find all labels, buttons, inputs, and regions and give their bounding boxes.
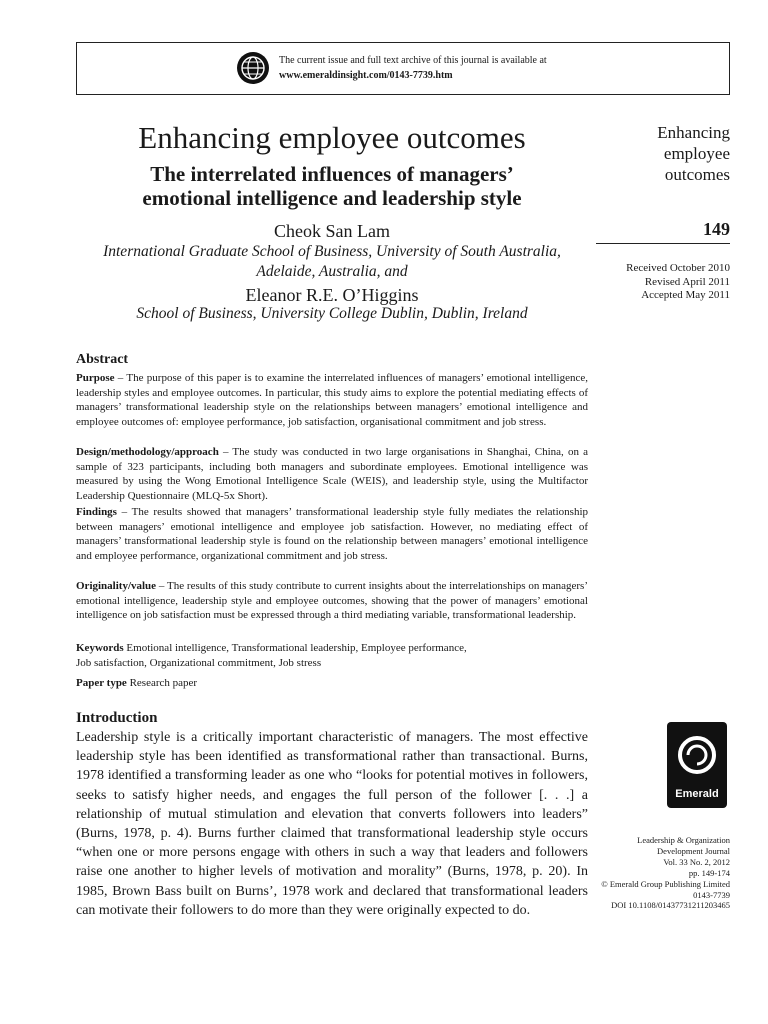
findings-label: Findings bbox=[76, 506, 117, 518]
page-range: pp. 149-174 bbox=[688, 867, 730, 878]
subtitle-line: The interrelated influences of managers’ bbox=[150, 162, 514, 186]
copyright: © Emerald Group Publishing Limited bbox=[601, 878, 730, 889]
abstract-originality bbox=[76, 579, 588, 623]
journal-url-link[interactable]: www.emeraldinsight.com/0143-7739.htm bbox=[279, 70, 453, 81]
abstract-heading: Abstract bbox=[76, 352, 129, 367]
volume-info: Vol. 33 No. 2, 2012 bbox=[663, 856, 730, 867]
purpose-label: Purpose bbox=[76, 372, 115, 384]
author-affiliation: School of Business, University College Dublin, Dublin, Ireland bbox=[136, 305, 528, 322]
running-title bbox=[596, 122, 730, 185]
globe-logo-icon bbox=[237, 52, 269, 84]
article-subtitle bbox=[76, 162, 588, 210]
article-title: Enhancing employee outcomes bbox=[138, 120, 526, 155]
emerald-wordmark: Emerald bbox=[675, 788, 719, 800]
introduction-paragraph: Leadership style is a critically important characteristic of managers. The most effective leadership style has been identified as transformational rather than transactional. Burns, 1978 identified a transforming leader as one who “looks for potential motives in followers, seeks to satisfy higher needs, and engages the full person of the follower [. . .] a relationship of mutual stimulation and elevation that converts followers into leaders” (Burns, 1978, p. 4). Burns further claimed that transformational leadership style occurs “when one or more persons engage with others in such a way that leaders and followers raise one another to higher levels of motivation and morality” (Burns, 1978, p. 20). In 1985, Brown Bass built on Burns’, 1978 work and declared that transformational leaders can motivate their followers to do more than they were originally expected to do. bbox=[76, 730, 588, 918]
paper-type bbox=[76, 676, 588, 691]
purpose-text: – The purpose of this paper is to examine the interrelated influences of managers’ emotional intelligence, leadership styles and employee outcomes. In particular, this study aims to explore the potential mediating effects of managers’ transformational leadership style on the relationships between managers’ emotional intelligence and employee outcomes of: employee performance, job satisfaction, organisational commitment and job stress. bbox=[76, 372, 588, 428]
findings-text: – The results showed that managers’ transformational leadership style fully mediates the relationship between managers’ emotional intelligence and employee job satisfaction. However, no mediating effect of managers’ transformational leadership style is found on the relationship between managers’ emotional intelligence and employee performance, organizational commitment and job stress. bbox=[76, 506, 588, 562]
page-number: 149 bbox=[703, 219, 730, 239]
keywords-label: Keywords bbox=[76, 642, 124, 654]
journal-name: Development Journal bbox=[657, 845, 730, 856]
design-label: Design/methodology/approach bbox=[76, 446, 219, 458]
author-name: Cheok San Lam bbox=[274, 221, 390, 241]
abstract-purpose bbox=[76, 371, 588, 429]
running-title-line: Enhancing bbox=[657, 123, 730, 142]
keywords-line: Emotional intelligence, Transformational leadership, Employee performance, bbox=[123, 642, 467, 654]
emerald-swirl-icon bbox=[667, 722, 727, 788]
abstract-findings bbox=[76, 505, 588, 563]
banner-text bbox=[279, 53, 547, 83]
journal-name: Leadership & Organization bbox=[637, 835, 730, 845]
issn: 0143-7739 bbox=[693, 889, 730, 900]
subtitle-line: emotional intelligence and leadership style bbox=[142, 186, 522, 210]
paper-type-label: Paper type bbox=[76, 677, 127, 689]
keywords-line: Job satisfaction, Organizational commitment, Job stress bbox=[76, 656, 322, 669]
journal-citation bbox=[560, 835, 730, 911]
submission-dates bbox=[596, 262, 730, 303]
affiliation-line: International Graduate School of Business, University of South Australia, bbox=[103, 243, 561, 260]
author-name: Eleanor R.E. O’Higgins bbox=[245, 285, 419, 305]
introduction-heading: Introduction bbox=[76, 710, 158, 726]
doi: DOI 10.1108/01437731211203465 bbox=[611, 900, 730, 911]
received-date: Received October 2010 bbox=[626, 262, 730, 274]
design-text: – The study was conducted in two large organisations in Shanghai, China, on a sample of 323 participants, including both managers and subordinate employees. Emotional intelligence was measured by using the Wong Emotional Intelligence Scale (WEIS), and leadership style, using the Multifactor Leadership Questionnaire (MLQ-5x Short). bbox=[76, 446, 588, 502]
journal-availability-banner bbox=[76, 42, 730, 95]
sidebar-divider bbox=[596, 243, 730, 244]
originality-label: Originality/value bbox=[76, 580, 157, 592]
abstract-design bbox=[76, 445, 588, 503]
running-title-line: employee bbox=[663, 144, 730, 163]
emerald-publisher-logo bbox=[667, 722, 727, 808]
accepted-date: Accepted May 2011 bbox=[641, 289, 730, 301]
originality-text: – The results of this study contribute to current insights about the interrelationships on managers’ emotional intelligence, leadership style and employee outcomes, showing that the power of managers’ emotional intelligence on job satisfaction must be expressed through a third mediating variable, transformational leadership. bbox=[76, 580, 588, 621]
banner-line: The current issue and full text archive of this journal is available at bbox=[279, 55, 547, 66]
revised-date: Revised April 2011 bbox=[644, 275, 730, 288]
paper-type-value: Research paper bbox=[126, 677, 198, 689]
author-affiliation bbox=[76, 242, 588, 282]
affiliation-line: Adelaide, Australia, and bbox=[256, 263, 408, 280]
keywords bbox=[76, 641, 588, 670]
running-title-line: outcomes bbox=[664, 165, 730, 184]
